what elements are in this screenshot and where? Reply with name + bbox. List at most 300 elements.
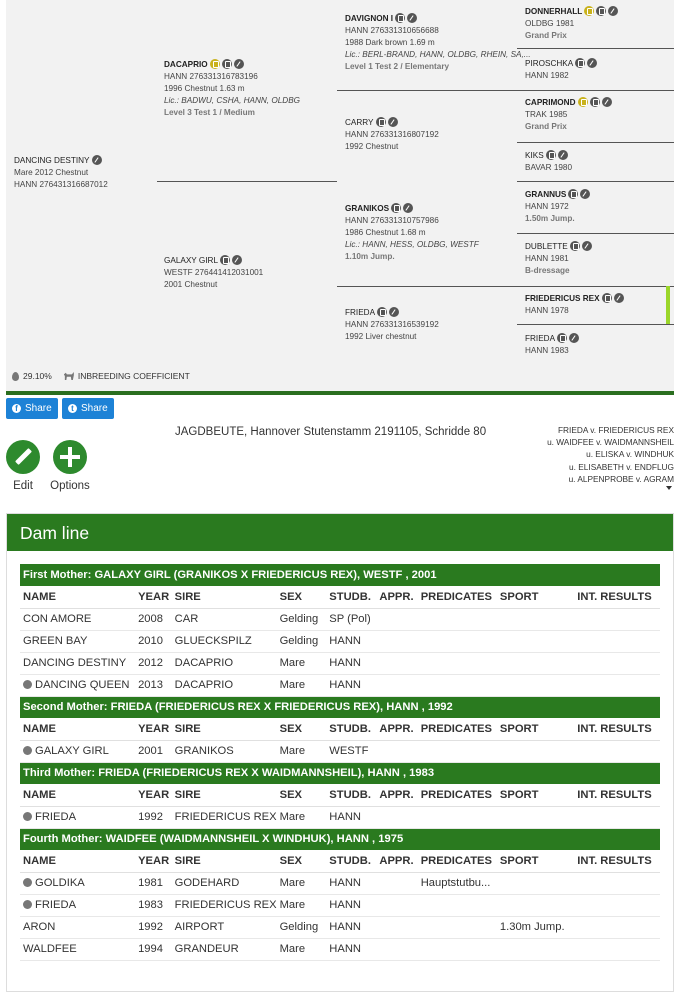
twitter-share-button[interactable] (62, 398, 114, 419)
table-cell (326, 894, 376, 916)
horse-info: HANN 1981 (525, 254, 569, 263)
table-cell (574, 674, 660, 696)
column-header: INT. RESULTS (574, 850, 660, 872)
table-cell (574, 740, 660, 762)
offspring-icon[interactable] (568, 189, 578, 199)
table-cell (574, 652, 660, 674)
pedigree-gg-4[interactable] (525, 150, 572, 174)
table-cell (135, 894, 172, 916)
plus-icon[interactable] (53, 440, 87, 474)
offspring-icon[interactable] (23, 900, 32, 909)
column-header: APPR. (376, 850, 417, 872)
horse-name[interactable]: GRANNUS (525, 190, 567, 199)
table-cell (172, 938, 277, 960)
edit-icon[interactable] (92, 155, 102, 165)
table-cell (376, 630, 417, 652)
table-cell (376, 806, 417, 828)
offspring-icon[interactable] (570, 241, 580, 251)
horse-name[interactable]: DANCING DESTINY (23, 657, 127, 669)
horse-name[interactable]: DUBLETTE (525, 242, 568, 251)
column-header: SIRE (172, 784, 277, 806)
mare-line-title: JAGDBEUTE, Hannover Stutenstamm 2191105, Schridde 80 (175, 426, 487, 438)
medal-icon (578, 97, 588, 107)
table-cell (172, 740, 277, 762)
pedigree-line (517, 286, 674, 287)
edit-icon[interactable] (587, 58, 597, 68)
offspring-icon[interactable] (596, 6, 606, 16)
pedigree-line (517, 142, 674, 143)
pedigree-line (517, 324, 674, 325)
table-cell (326, 674, 376, 696)
table-cell (277, 652, 327, 674)
horse-info: HANN 1982 (525, 71, 569, 80)
table-cell (418, 608, 497, 630)
pedigree-dam-dam[interactable] (345, 307, 439, 343)
ancestry-line: u. ELISABETH v. ENDFLUG (569, 461, 674, 472)
horse-icon (64, 372, 74, 380)
horse-name[interactable]: DONNERHALL (525, 7, 583, 16)
edit-icon[interactable] (580, 189, 590, 199)
pedigree-line (517, 233, 674, 234)
table-row[interactable] (20, 872, 660, 894)
column-header: NAME (20, 718, 135, 740)
coefficient-value: 29.10% (23, 371, 52, 381)
table-cell (376, 608, 417, 630)
column-header: STUDB. (326, 850, 376, 872)
horse-name[interactable]: DAVIGNON I (345, 14, 394, 23)
table-cell[interactable] (20, 630, 135, 652)
table-cell (172, 916, 277, 938)
edit-icon[interactable] (389, 307, 399, 317)
pedigree-line (517, 90, 674, 91)
cell-value: DACAPRIO (174, 657, 234, 669)
facebook-icon: f (12, 404, 21, 413)
offspring-icon[interactable] (23, 680, 32, 689)
cell-value: GODEHARD (174, 877, 240, 889)
cell-value: AIRPORT (174, 921, 225, 933)
table-cell (135, 652, 172, 674)
table-cell (418, 652, 497, 674)
table-cell[interactable] (20, 608, 135, 630)
column-header: YEAR (135, 850, 172, 872)
pedigree-gg-6[interactable] (525, 241, 592, 277)
ancestry-line: u. ALPENPROBE v. AGRAM (568, 473, 674, 484)
pedigree-gg-5[interactable] (525, 189, 590, 225)
options-label: Options (50, 480, 90, 492)
column-header: SEX (277, 718, 327, 740)
pedigree-gg-7[interactable] (525, 293, 624, 317)
cell-value: Hauptstutbu... (420, 877, 491, 889)
column-header: APPR. (376, 586, 417, 608)
mother-header[interactable] (20, 564, 660, 586)
table-cell (376, 872, 417, 894)
column-header: PREDICATES (418, 718, 497, 740)
dam-ancestry (547, 424, 674, 485)
table-cell (172, 630, 277, 652)
horse-info: HANN 1978 (525, 306, 569, 315)
table-cell (376, 652, 417, 674)
horse-reg: HANN 276431316687012 (14, 180, 108, 189)
table-cell (497, 608, 574, 630)
edit-icon[interactable] (582, 241, 592, 251)
horse-info: BAVAR 1980 (525, 163, 573, 172)
drop-icon (12, 372, 19, 381)
offspring-icon[interactable] (220, 255, 230, 265)
table-cell (497, 872, 574, 894)
column-header: SIRE (172, 850, 277, 872)
table-cell[interactable] (20, 872, 135, 894)
pedigree-gg-3[interactable] (525, 97, 612, 133)
pedigree-gg-2[interactable] (525, 58, 597, 82)
cell-value: Mare (279, 657, 306, 669)
expand-caret-icon[interactable] (666, 486, 672, 490)
column-header: YEAR (135, 718, 172, 740)
cell-value: Gelding (279, 635, 319, 647)
edit-icon[interactable] (602, 97, 612, 107)
cell-value: 1992 (138, 811, 163, 823)
horse-info: 1986 Chestnut 1.68 m (345, 228, 426, 237)
dam-line-title: Dam line (7, 514, 673, 551)
offspring-icon[interactable] (23, 746, 32, 755)
pedigree-sire[interactable] (164, 59, 300, 119)
horse-name[interactable]: CAPRIMOND (525, 98, 576, 107)
horse-level: Level 1 Test 2 / Elementary (345, 62, 450, 71)
horse-licence: Lic.: BADWU, CSHA, HANN, OLDBG (164, 96, 301, 105)
dam-line-table (20, 564, 660, 961)
table-row[interactable] (20, 806, 660, 828)
horse-info: HANN 1972 (525, 202, 569, 211)
cell-value: Mare (279, 745, 306, 757)
ancestry-line: FRIEDA v. FRIEDERICUS REX (557, 425, 674, 435)
cell-value: 2008 (138, 613, 163, 625)
cell-value: Gelding (279, 921, 319, 933)
column-header: INT. RESULTS (574, 784, 660, 806)
table-cell (135, 806, 172, 828)
table-cell (418, 630, 497, 652)
dam-line-panel (6, 513, 674, 992)
table-cell (574, 806, 660, 828)
horse-reg: HANN 276331310757986 (345, 216, 439, 225)
horse-name[interactable]: DANCING DESTINY (14, 156, 90, 165)
edit-icon[interactable] (569, 333, 579, 343)
table-cell (172, 894, 277, 916)
table-cell (135, 630, 172, 652)
offspring-icon[interactable] (557, 333, 567, 343)
table-cell (135, 872, 172, 894)
cell-value: Mare (279, 943, 306, 955)
column-header: NAME (20, 850, 135, 872)
horse-info: 1992 Liver chestnut (345, 332, 417, 341)
horse-name[interactable]: GREEN BAY (23, 635, 88, 647)
table-cell (376, 938, 417, 960)
mother-header[interactable] (20, 828, 660, 850)
horse-name[interactable]: GALAXY GIRL (35, 745, 109, 757)
cell-value: 1981 (138, 877, 163, 889)
options-button[interactable] (45, 440, 95, 492)
horse-name[interactable]: GALAXY GIRL (164, 256, 219, 265)
column-header: NAME (20, 784, 135, 806)
table-cell[interactable] (20, 652, 135, 674)
column-header: PREDICATES (418, 784, 497, 806)
table-cell (574, 916, 660, 938)
horse-level: 1.50m Jump. (525, 214, 575, 223)
table-cell (497, 652, 574, 674)
horse-info: TRAK 1985 (525, 110, 568, 119)
horse-reg: HANN 276331316807192 (345, 130, 439, 139)
table-cell (135, 938, 172, 960)
pedigree-sire-sire[interactable] (345, 13, 531, 73)
edit-label: Edit (13, 480, 33, 492)
table-row[interactable] (20, 938, 660, 960)
column-header: PREDICATES (418, 586, 497, 608)
table-cell[interactable] (20, 806, 135, 828)
table-cell (326, 630, 376, 652)
column-header: APPR. (376, 718, 417, 740)
section-divider (6, 391, 674, 395)
table-cell (376, 740, 417, 762)
column-header: NAME (20, 586, 135, 608)
horse-reg: HANN 276331316539192 (345, 320, 439, 329)
table-cell (326, 608, 376, 630)
offspring-icon[interactable] (602, 293, 612, 303)
table-cell (376, 916, 417, 938)
horse-name[interactable]: PIROSCHKA (525, 59, 574, 68)
horse-name[interactable]: FRIEDA (345, 308, 376, 317)
column-header: INT. RESULTS (574, 718, 660, 740)
table-row[interactable] (20, 674, 660, 696)
pedigree-gg-8[interactable] (525, 333, 579, 357)
table-cell (497, 630, 574, 652)
edit-icon[interactable] (608, 6, 618, 16)
column-header: SPORT (497, 784, 574, 806)
column-header: APPR. (376, 784, 417, 806)
pedigree-gg-1[interactable] (525, 6, 618, 42)
offspring-icon[interactable] (23, 878, 32, 887)
pencil-icon[interactable] (6, 440, 40, 474)
column-header: SEX (277, 850, 327, 872)
table-cell (418, 872, 497, 894)
table-cell (172, 806, 277, 828)
offspring-icon[interactable] (395, 13, 405, 23)
horse-info: HANN 1983 (525, 346, 569, 355)
offspring-icon[interactable] (575, 58, 585, 68)
column-header: SIRE (172, 586, 277, 608)
pedigree-subject[interactable] (14, 155, 108, 191)
table-row[interactable] (20, 894, 660, 916)
pedigree-line (517, 181, 674, 182)
cell-value: HANN (329, 679, 361, 691)
mother-header[interactable] (20, 762, 660, 784)
column-header: INT. RESULTS (574, 586, 660, 608)
table-cell (418, 806, 497, 828)
table-cell (135, 740, 172, 762)
table-cell (574, 872, 660, 894)
cell-value: FRIEDERICUS REX (174, 899, 277, 911)
cell-value: HANN (329, 657, 361, 669)
table-cell (376, 674, 417, 696)
inbreeding-coefficient (12, 371, 190, 381)
table-cell (277, 872, 327, 894)
table-cell[interactable] (20, 916, 135, 938)
table-cell (277, 630, 327, 652)
table-cell (172, 872, 277, 894)
offspring-icon[interactable] (222, 59, 232, 69)
horse-name[interactable]: KIKS (525, 151, 544, 160)
medal-icon (584, 6, 594, 16)
edit-icon[interactable] (403, 203, 413, 213)
offspring-icon[interactable] (376, 117, 386, 127)
table-cell (418, 916, 497, 938)
column-header: STUDB. (326, 718, 376, 740)
offspring-icon[interactable] (590, 97, 600, 107)
horse-name[interactable]: DACAPRIO (164, 60, 208, 69)
table-cell[interactable] (20, 938, 135, 960)
cell-value: 2010 (138, 635, 163, 647)
edit-icon[interactable] (232, 255, 242, 265)
horse-name[interactable]: WALDFEE (23, 943, 77, 955)
horse-reg: HANN 276331310656688 (345, 26, 439, 35)
table-cell (277, 916, 327, 938)
pedigree-sire-dam[interactable] (345, 117, 439, 153)
table-cell (376, 894, 417, 916)
table-cell (326, 740, 376, 762)
table-cell (135, 608, 172, 630)
coefficient-label: INBREEDING COEFFICIENT (77, 371, 190, 381)
offspring-icon[interactable] (391, 203, 401, 213)
horse-licence: Lic.: HANN, HESS, OLDBG, WESTF (345, 240, 479, 249)
cell-value: DACAPRIO (174, 679, 234, 691)
table-cell (497, 894, 574, 916)
mother-title[interactable]: Fourth Mother: WAIDFEE (WAIDMANNSHEIL X WINDHUK), HANN , 1975 (20, 828, 660, 850)
mother-title[interactable]: First Mother: GALAXY GIRL (GRANIKOS X FRIEDERICUS REX), WESTF , 2001 (20, 564, 660, 586)
table-row[interactable] (20, 608, 660, 630)
cell-value: GRANDEUR (174, 943, 239, 955)
share-label: Share (25, 403, 52, 414)
table-cell (135, 916, 172, 938)
edit-icon[interactable] (614, 293, 624, 303)
column-header: SEX (277, 586, 327, 608)
cell-value: HANN (329, 635, 361, 647)
cell-value: 2012 (138, 657, 163, 669)
horse-name[interactable]: FRIEDA (35, 811, 77, 823)
facebook-share-button[interactable] (6, 398, 58, 419)
horse-info: Mare 2012 Chestnut (14, 168, 89, 177)
horse-level: Level 3 Test 1 / Medium (164, 108, 255, 117)
cell-value: WESTF (329, 745, 369, 757)
table-row[interactable] (20, 740, 660, 762)
cell-value: HANN (329, 921, 361, 933)
horse-name[interactable]: DANCING QUEEN (35, 679, 130, 691)
edit-icon[interactable] (407, 13, 417, 23)
horse-name[interactable]: FRIEDA (35, 899, 77, 911)
horse-name[interactable]: ARON (23, 921, 56, 933)
pedigree-dam[interactable] (164, 255, 263, 291)
cell-value: Mare (279, 899, 306, 911)
table-cell (497, 674, 574, 696)
pedigree-line (337, 286, 517, 287)
horse-name[interactable]: CARRY (345, 118, 374, 127)
table-cell (574, 894, 660, 916)
horse-name[interactable]: GOLDIKA (35, 877, 85, 889)
column-header: SPORT (497, 586, 574, 608)
mother-title[interactable]: Second Mother: FRIEDA (FRIEDERICUS REX X FRIEDERICUS REX), HANN , 1992 (20, 696, 660, 718)
ancestry-line: u. ELISKA v. WINDHUK (586, 449, 674, 460)
cell-value: Gelding (279, 613, 319, 625)
table-cell (277, 740, 327, 762)
table-cell (326, 806, 376, 828)
edit-icon[interactable] (388, 117, 398, 127)
table-cell (418, 740, 497, 762)
table-cell (418, 894, 497, 916)
cell-value: SP (Pol) (329, 613, 371, 625)
mother-title[interactable]: Third Mother: FRIEDA (FRIEDERICUS REX X WAIDMANNSHEIL), HANN , 1983 (20, 762, 660, 784)
offspring-icon[interactable] (23, 812, 32, 821)
cell-value: HANN (329, 877, 361, 889)
horse-level: B-dressage (525, 266, 570, 275)
table-row[interactable] (20, 652, 660, 674)
horse-name[interactable]: FRIEDERICUS REX (525, 294, 600, 303)
table-cell (326, 872, 376, 894)
column-header: STUDB. (326, 586, 376, 608)
table-cell (574, 630, 660, 652)
column-header: YEAR (135, 586, 172, 608)
table-cell[interactable] (20, 674, 135, 696)
table-cell (326, 938, 376, 960)
mother-header[interactable] (20, 696, 660, 718)
table-cell (574, 608, 660, 630)
table-cell (277, 938, 327, 960)
table-row[interactable] (20, 916, 660, 938)
table-cell (497, 806, 574, 828)
column-header: SEX (277, 784, 327, 806)
table-row[interactable] (20, 630, 660, 652)
edit-icon[interactable] (234, 59, 244, 69)
table-cell (418, 674, 497, 696)
cell-value: Mare (279, 877, 306, 889)
horse-name[interactable]: GRANIKOS (345, 204, 390, 213)
horse-level: Grand Prix (525, 31, 567, 40)
pedigree-dam-sire[interactable] (345, 203, 479, 263)
cell-value: HANN (329, 943, 361, 955)
table-cell (326, 916, 376, 938)
edit-icon[interactable] (558, 150, 568, 160)
column-header: SIRE (172, 718, 277, 740)
column-header-row (20, 718, 660, 740)
horse-name[interactable]: FRIEDA (525, 334, 556, 343)
table-cell[interactable] (20, 894, 135, 916)
table-cell (497, 938, 574, 960)
offspring-icon[interactable] (377, 307, 387, 317)
horse-name[interactable]: CON AMORE (23, 613, 92, 625)
cell-value: 1992 (138, 921, 163, 933)
horse-reg: WESTF 276441412031001 (164, 268, 264, 277)
table-cell (418, 938, 497, 960)
offspring-icon[interactable] (546, 150, 556, 160)
horse-info: OLDBG 1981 (525, 19, 575, 28)
table-cell (172, 608, 277, 630)
table-cell (497, 916, 574, 938)
horse-level: 1.10m Jump. (345, 252, 395, 261)
table-cell[interactable] (20, 740, 135, 762)
horse-info: 2001 Chestnut (164, 280, 218, 289)
pedigree-line (517, 48, 674, 49)
selected-indicator (666, 286, 670, 324)
column-header-row (20, 784, 660, 806)
cell-value: 1.30m Jump. (499, 921, 565, 933)
column-header: SPORT (497, 718, 574, 740)
edit-button[interactable] (0, 440, 48, 492)
cell-value: GRANIKOS (174, 745, 234, 757)
